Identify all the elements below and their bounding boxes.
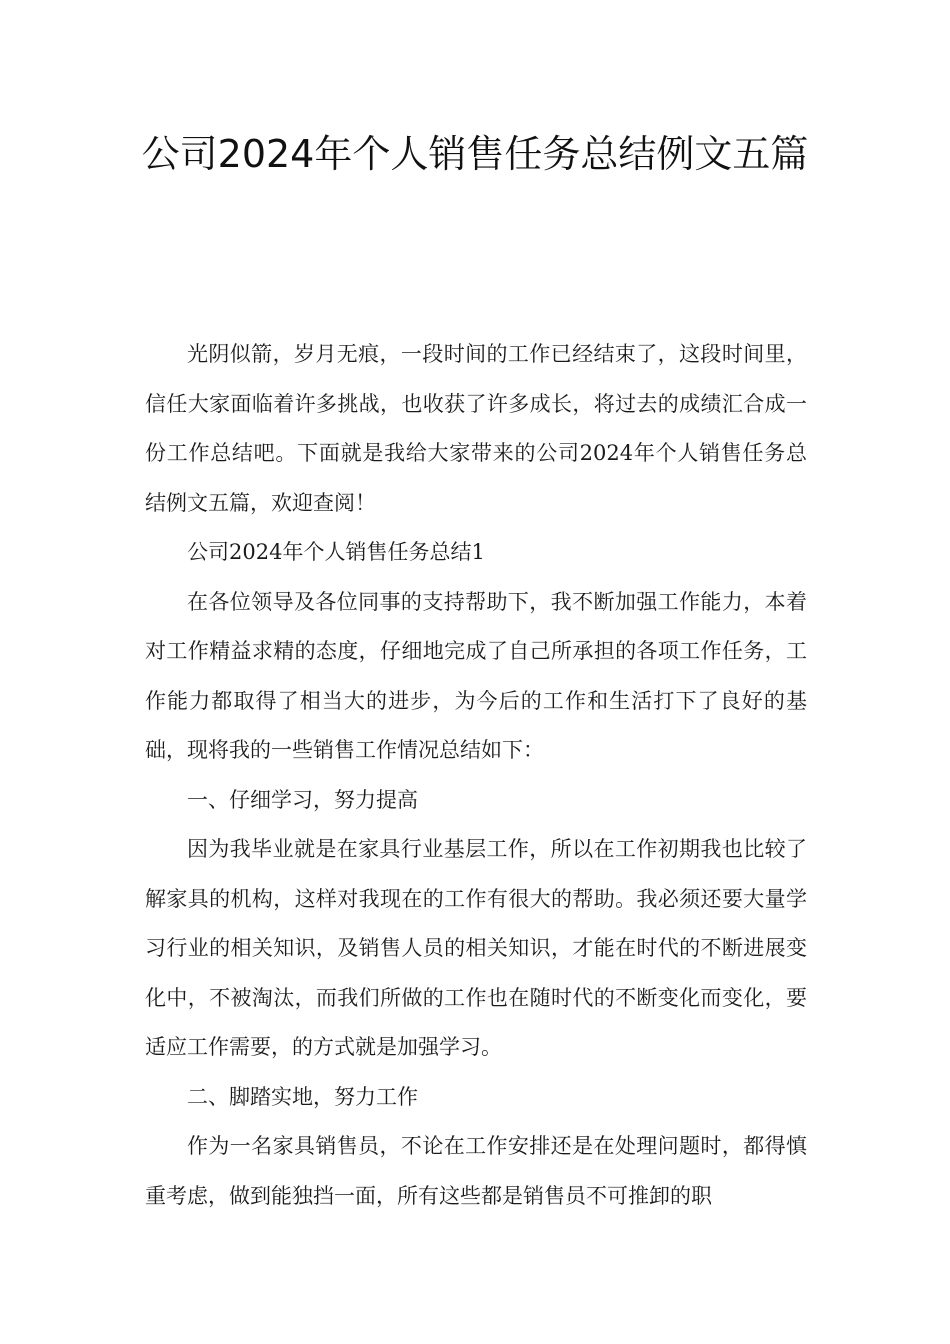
intro-paragraph: 光阴似箭，岁月无痕，一段时间的工作已经结束了，这段时间里，信任大家面临着许多挑战，也收获了许多成长，将过去的成绩汇合成一份工作总结吧。下面就是我给大家带来的公司2024年个人销售任务总结例文五篇，欢迎查阅！: [145, 342, 807, 515]
body-paragraph: 在各位领导及各位同事的支持帮助下，我不断加强工作能力，本着对工作精益求精的态度，仔细地完成了自己所承担的各项工作任务，工作能力都取得了相当大的进步，为今后的工作和生活打下了良好的基础，现将我的一些销售工作情况总结如下：: [145, 589, 807, 762]
subsection-heading: 二、脚踏实地，努力工作: [187, 1084, 418, 1109]
subsection-heading: 一、仔细学习，努力提高: [187, 787, 418, 812]
section-heading: 公司2024年个人销售任务总结1: [187, 540, 485, 564]
document-title: 公司2024年个人销售任务总结例文五篇: [141, 132, 809, 176]
document-body: [145, 330, 807, 1221]
body-paragraph: 因为我毕业就是在家具行业基层工作，所以在工作初期我也比较了解家具的机构，这样对我现在的工作有很大的帮助。我必须还要大量学习行业的相关知识，及销售人员的相关知识，才能在时代的不断进展变化中，不被淘汰，而我们所做的工作也在随时代的不断变化而变化，要适应工作需要，的方式就是加强学习。: [145, 837, 807, 1059]
body-paragraph: 作为一名家具销售员，不论在工作安排还是在处理问题时，都得慎重考虑，做到能独挡一面，所有这些都是销售员不可推卸的职: [145, 1134, 807, 1208]
